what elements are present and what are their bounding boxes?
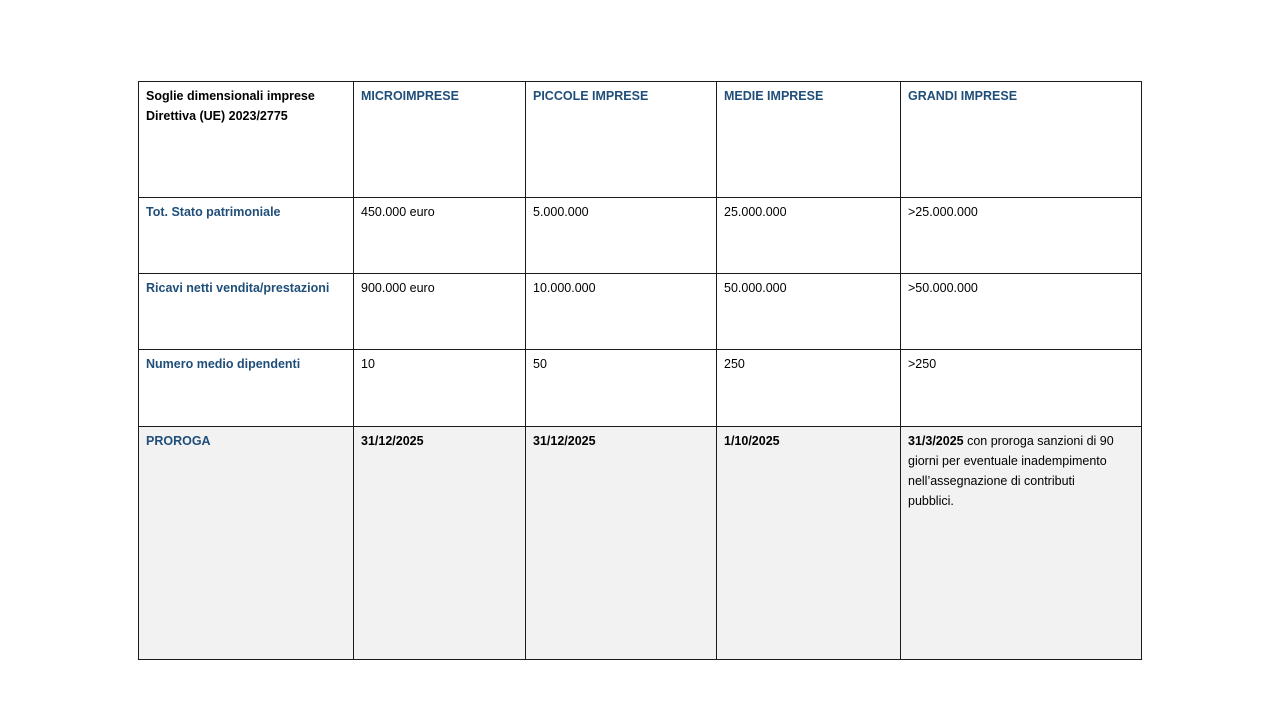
proroga-row	[139, 427, 1142, 660]
column-header-piccole: PICCOLE IMPRESE	[526, 82, 717, 198]
cell-value: >250	[901, 350, 1142, 427]
cell-value: 25.000.000	[717, 198, 901, 274]
proroga-date-micro: 31/12/2025	[354, 427, 526, 660]
proroga-date-piccole: 31/12/2025	[526, 427, 717, 660]
cell-value: 900.000 euro	[354, 274, 526, 350]
proroga-note-line4: pubblici.	[908, 494, 954, 508]
row-label-stato-patrimoniale: Tot. Stato patrimoniale	[139, 198, 354, 274]
proroga-note-line3: nell’assegnazione di contributi	[908, 474, 1075, 488]
cell-value: 450.000 euro	[354, 198, 526, 274]
thresholds-table	[138, 81, 1142, 660]
cell-value: >50.000.000	[901, 274, 1142, 350]
column-header-micro: MICROIMPRESE	[354, 82, 526, 198]
table-title-cell	[139, 82, 354, 198]
cell-value: >25.000.000	[901, 198, 1142, 274]
proroga-note-line2: giorni per eventuale inadempimento	[908, 454, 1107, 468]
cell-value: 10.000.000	[526, 274, 717, 350]
proroga-note-line1: con proroga sanzioni di 90	[963, 434, 1114, 448]
cell-value: 10	[354, 350, 526, 427]
row-label-numero-dipendenti: Numero medio dipendenti	[139, 350, 354, 427]
table-title-line2: Direttiva (UE) 2023/2775	[146, 109, 288, 123]
cell-value: 50	[526, 350, 717, 427]
table-row	[139, 274, 1142, 350]
column-header-grandi: GRANDI IMPRESE	[901, 82, 1142, 198]
table-title-line1: Soglie dimensionali imprese	[146, 89, 315, 103]
proroga-cell-grandi	[901, 427, 1142, 660]
table-row	[139, 350, 1142, 427]
table-header-row	[139, 82, 1142, 198]
cell-value: 250	[717, 350, 901, 427]
row-label-proroga: PROROGA	[139, 427, 354, 660]
proroga-date-grandi: 31/3/2025	[908, 434, 964, 448]
table-row	[139, 198, 1142, 274]
row-label-ricavi-netti: Ricavi netti vendita/prestazioni	[139, 274, 354, 350]
column-header-medie: MEDIE IMPRESE	[717, 82, 901, 198]
proroga-date-medie: 1/10/2025	[717, 427, 901, 660]
cell-value: 50.000.000	[717, 274, 901, 350]
cell-value: 5.000.000	[526, 198, 717, 274]
